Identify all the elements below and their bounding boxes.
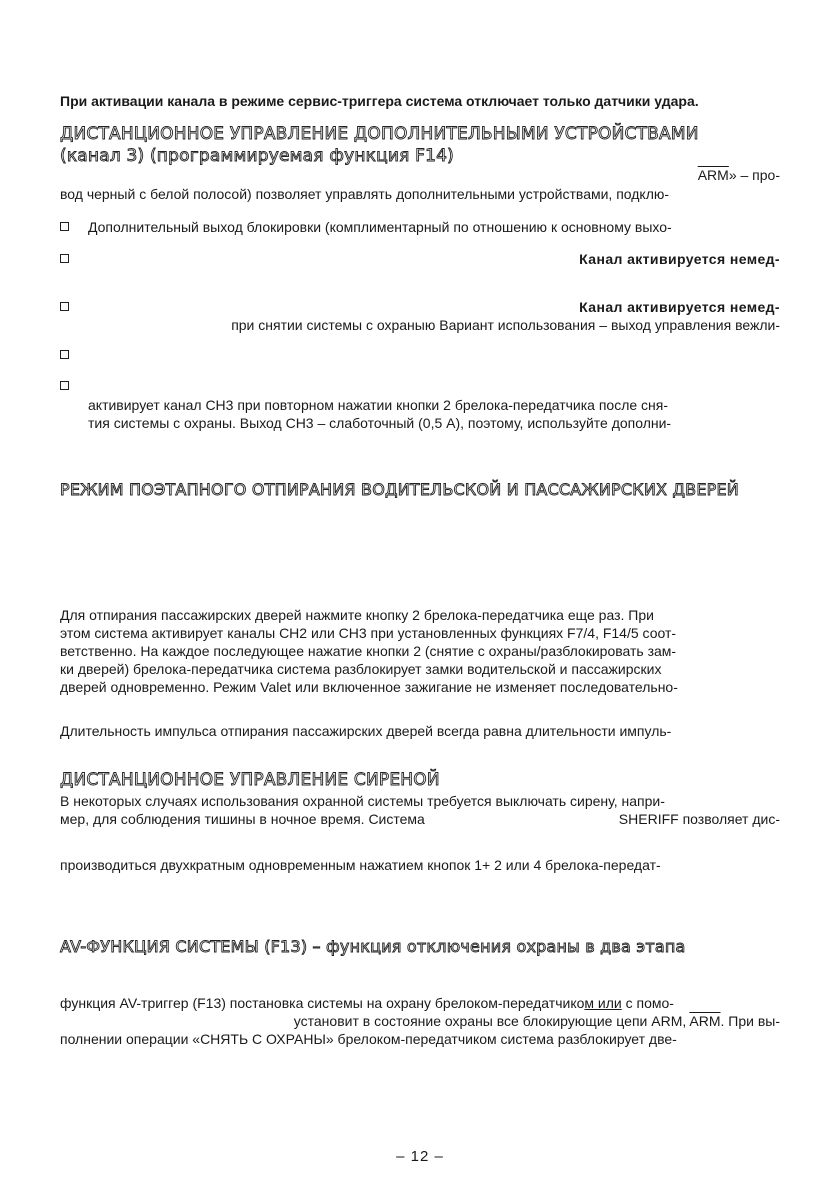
checkbox-icon (60, 254, 69, 263)
section4-line1-underlined: м или (584, 995, 622, 1011)
section1-line2: вод черный с белой полосой) позволяет управлять дополнительными устройствами, подклю- (60, 186, 670, 202)
section1-item5-line3: тия системы с охраны. Выход СН3 – слаботочный (0,5 А), поэтому, используйте дополни- (88, 415, 672, 431)
section4-arm-overlined: $\overline{ARM}$ (689, 1013, 721, 1029)
section3-line1: В некоторых случаях использования охранной системы требуется выключать сирену, напри- (60, 793, 665, 809)
section3-line2a: мер, для соблюдения тишины в ночное время. Система (60, 811, 425, 827)
section1-item3-line2: при снятии системы с охраныю Вариант использования – выход управления вежли- (231, 317, 780, 333)
checkbox-icon (60, 302, 69, 311)
section1-item2-bold: Канал активируется немед- (579, 251, 780, 267)
intro-bold-text: При активации канала в режиме сервис-триггера система отключает только датчики удара. (60, 93, 699, 109)
section3-line2b: SHERIFF позволяет дис- (618, 811, 780, 827)
section4-heading-a: AV-ФУНКЦИЯ СИСТЕМЫ (F13) – (60, 937, 327, 956)
section1-item3-bold: Канал активируется немед- (579, 299, 780, 315)
section2-para1-line5: дверей одновременно. Режим Valet или включенное зажигание не изменяет последовательно- (60, 679, 678, 695)
section1-heading-line2: (канал 3) (программируемая функция F14) (60, 146, 455, 166)
checkbox-icon (60, 381, 69, 390)
section4-line2 (294, 1012, 780, 1030)
section4-heading (60, 937, 686, 957)
section2-para2: Длительность импульса отпирания пассажирских дверей всегда равна длительности импуль- (60, 723, 672, 739)
checkbox-icon (60, 350, 69, 359)
section2-para1-line4: ки дверей) брелока-передатчика система разблокирует замки водительской и пассажирских (60, 661, 662, 677)
section4-heading-b: функция отключения охраны в два этапа (326, 937, 686, 956)
section4-line1b: с помо- (621, 995, 674, 1011)
section1-item1: Дополнительный выход блокировки (комплиментарный по отношению к основному выхо- (88, 219, 672, 235)
section3-heading: ДИСТАНЦИОННОЕ УПРАВЛЕНИЕ СИРЕНОЙ (60, 770, 440, 790)
section1-item5-line2: активирует канал СН3 при повторном нажатии кнопки 2 брелока-передатчика после сня- (88, 397, 669, 413)
section1-heading-line1: ДИСТАНЦИОННОЕ УПРАВЛЕНИЕ ДОПОЛНИТЕЛЬНЫМИ УСТРОЙСТВАМИ (60, 124, 699, 144)
section4-line2a: установит в состояние охраны все блокирующие цепи ARM, (293, 1013, 690, 1029)
section2-para1-line2: этом система активирует каналы СН2 или СН3 при установленных функциях F7/4, F14/5 соот- (60, 625, 677, 641)
section2-para1-line3: ветственно. На каждое последующее нажатие кнопки 2 (снятие с охраны/разблокировать зам- (60, 643, 677, 659)
section4-line3: полнении операции «СНЯТЬ С ОХРАНЫ» брелоком-передатчиком система разблокирует две- (60, 1031, 677, 1047)
arm-overlined: $\overline{ARM}$ (697, 167, 729, 183)
section4-line1 (60, 994, 674, 1012)
checkbox-icon (60, 222, 69, 231)
page-number: – 12 – (396, 1148, 444, 1165)
section4-line1a: функция AV-триггер (F13) постановка системы на охрану брелоком-передатчико (60, 995, 585, 1011)
section1-arm-line (698, 166, 780, 184)
arm-tail: » – про- (728, 167, 780, 183)
section2-para1-line1: Для отпирания пассажирских дверей нажмите кнопку 2 брелока-передатчика еще раз. При (60, 607, 654, 623)
section2-heading: РЕЖИМ ПОЭТАПНОГО ОТПИРАНИЯ ВОДИТЕЛЬСКОЙ И ПАССАЖИРСКИХ ДВЕРЕЙ (60, 480, 739, 499)
section3-line3: производиться двухкратным одновременным нажатием кнопок 1+ 2 или 4 брелока-передат- (60, 857, 661, 873)
section4-line2b: . При вы- (720, 1013, 780, 1029)
